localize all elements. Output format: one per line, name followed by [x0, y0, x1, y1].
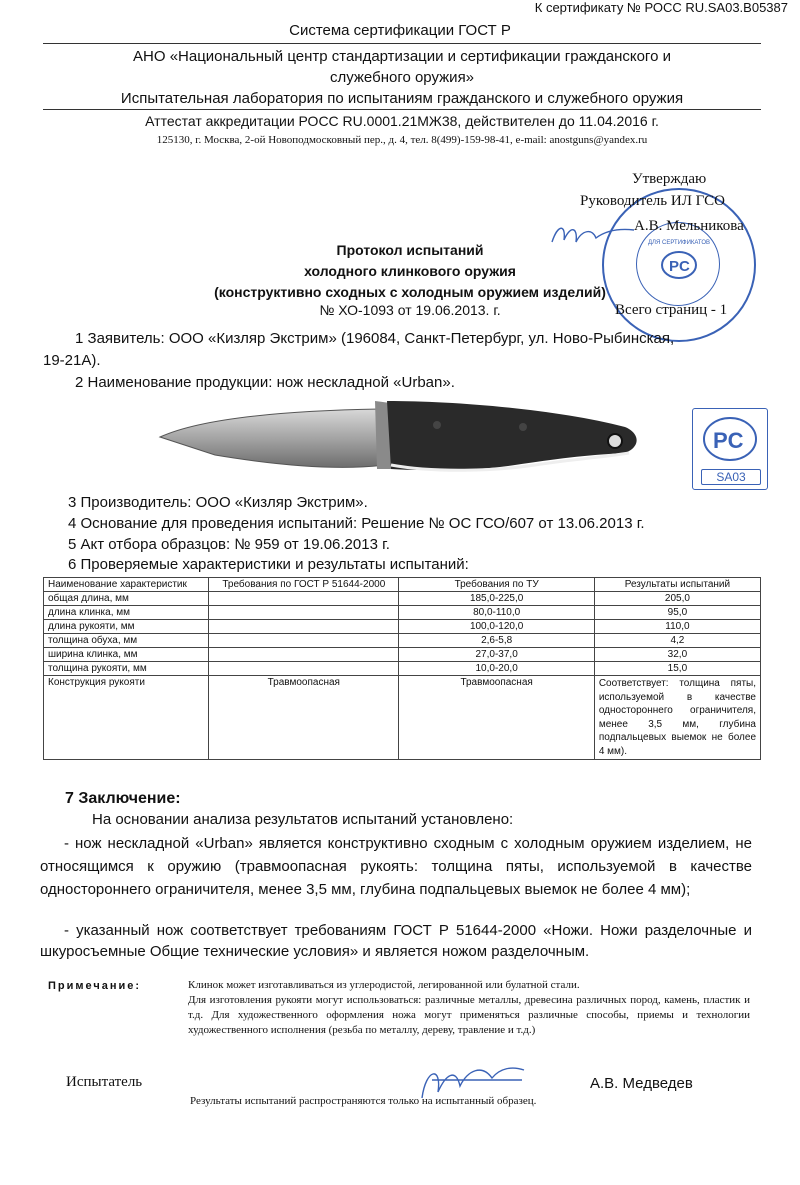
- table-cell: 15,0: [594, 662, 760, 676]
- manufacturer-line: 3 Производитель: ООО «Кизляр Экстрим».: [68, 494, 368, 511]
- protocol-title-1: Протокол испытаний: [336, 242, 484, 258]
- rst-logo-icon: [701, 415, 759, 463]
- protocol-title-2: холодного клинкового оружия: [304, 263, 516, 279]
- table-cell: общая длина, мм: [44, 592, 209, 606]
- total-pages: Всего страниц - 1: [615, 302, 728, 318]
- table-cell: [209, 662, 399, 676]
- scope-note: Результаты испытаний распространяются только на испытанный образец.: [190, 1095, 537, 1107]
- conclusion-paragraph: - указанный нож соответствует требованиям ГОСТ Р 51644-2000 «Ножи. Ножи разделочные и шкуросъемные Общие технические условия» и является ножом разделочным.: [40, 922, 752, 960]
- table-cell: 110,0: [594, 620, 760, 634]
- table-row: [44, 592, 761, 606]
- basis-line: 4 Основание для проведения испытаний: Решение № ОС ГСО/607 от 13.06.2013 г.: [68, 515, 645, 532]
- conclusion-intro: На основании анализа результатов испытаний установлено:: [92, 811, 514, 828]
- approval-position: Руководитель ИЛ ГСО: [580, 193, 725, 209]
- table-cell: Травмоопасная: [209, 676, 399, 760]
- approval-label: Утверждаю: [632, 171, 707, 187]
- protocol-number: № ХО-1093 от 19.06.2013. г.: [319, 302, 501, 318]
- table-cell: Травмоопасная: [399, 676, 594, 760]
- checked-line: 6 Проверяемые характеристики и результаты испытаний:: [68, 556, 469, 573]
- laboratory-name: Испытательная лаборатория по испытаниям гражданского и служебного оружия: [120, 90, 684, 107]
- table-cell: длина клинка, мм: [44, 606, 209, 620]
- table-header-row: [44, 578, 761, 592]
- tester-name: А.В. Медведев: [590, 1075, 693, 1092]
- conclusion-paragraph: - нож нескладной «Urban» является конструктивно сходным с холодным оружием изделием, не относящимся к оружию (травмоопасная рукоять: толщина пяты, используемой в качестве одностороннего ограничителя, менее 3,5 мм, глубина подпальцевых выемок не более 4 мм);: [40, 835, 752, 898]
- table-cell: 80,0-110,0: [399, 606, 594, 620]
- divider: [43, 109, 761, 110]
- protocol-title-3: (конструктивно сходных с холодным оружием изделий): [214, 284, 606, 300]
- address-line: 125130, г. Москва, 2-ой Новоподмосковный пер., д. 4, тел. 8(499)-159-98-41, e-mail: anostguns@yandex.ru: [156, 134, 648, 146]
- table-cell: 10,0-20,0: [399, 662, 594, 676]
- note-label: Примечание:: [48, 980, 142, 992]
- svg-text:PC: PC: [669, 258, 690, 275]
- table-row: [44, 606, 761, 620]
- table-row: [44, 648, 761, 662]
- certificate-reference: К сертификату № РОСС RU.SA03.B05387: [534, 0, 788, 15]
- results-table: [43, 577, 761, 760]
- table-cell: [209, 634, 399, 648]
- table-cell: 4,2: [594, 634, 760, 648]
- table-cell: 185,0-225,0: [399, 592, 594, 606]
- accreditation: Аттестат аккредитации РОСС RU.0001.21МЖ38, действителен до 11.04.2016 г.: [145, 113, 659, 129]
- table-cell: [209, 592, 399, 606]
- approval-name: А.В. Мельникова: [634, 218, 744, 234]
- product-line: 2 Наименование продукции: нож нескладной «Urban».: [75, 374, 455, 391]
- note-text: [188, 978, 750, 1038]
- table-cell: 32,0: [594, 648, 760, 662]
- table-cell: 27,0-37,0: [399, 648, 594, 662]
- seal-text: ДЛЯ СЕРТИФИКАТОВ: [647, 240, 710, 246]
- tester-label: Испытатель: [66, 1074, 143, 1090]
- knife-photo: [155, 395, 650, 485]
- applicant-line: 19-21А).: [43, 352, 101, 369]
- table-row: [44, 676, 761, 760]
- act-line: 5 Акт отбора образцов: № 959 от 19.06.2013 г.: [68, 536, 390, 553]
- certification-system: Система сертификации ГОСТ Р: [289, 22, 511, 39]
- organization-name: [40, 46, 764, 88]
- table-row: [44, 634, 761, 648]
- header-cell: Требования по ГОСТ Р 51644-2000: [209, 578, 399, 592]
- table-cell: Конструкция рукояти: [44, 676, 209, 760]
- divider: [43, 43, 761, 44]
- mark-code: SA03: [701, 469, 761, 485]
- certification-mark-box: [692, 408, 768, 490]
- header-cell: Требования по ТУ: [399, 578, 594, 592]
- protocol-title: [180, 240, 640, 303]
- table-row: [44, 620, 761, 634]
- conclusion-title: 7 Заключение:: [65, 790, 181, 807]
- table-cell: 205,0: [594, 592, 760, 606]
- table-cell: [209, 648, 399, 662]
- applicant-line: 1 Заявитель: ООО «Кизляр Экстрим» (196084, Санкт-Петербург, ул. Ново-Рыбинская,: [75, 330, 675, 347]
- table-cell: 100,0-120,0: [399, 620, 594, 634]
- svg-text:PC: PC: [713, 428, 744, 453]
- table-cell: Соответствует: толщина пяты, используемой в качестве одностороннего ограничителя, менее 3,5 мм, глубина подпальцевых выемок не более 4 мм).: [594, 676, 760, 760]
- org-line-1: АНО «Национальный центр стандартизации и сертификации гражданского и: [133, 48, 671, 65]
- org-line-2: служебного оружия»: [329, 69, 475, 86]
- table-cell: толщина рукояти, мм: [44, 662, 209, 676]
- rst-logo-icon: [660, 250, 698, 280]
- table-cell: длина рукояти, мм: [44, 620, 209, 634]
- table-row: [44, 662, 761, 676]
- table-cell: ширина клинка, мм: [44, 648, 209, 662]
- note-line: Для изготовления рукояти могут использоваться: различные металлы, древесина различных пород, камень, пластик и т.д. Для художественного оформления ножа могут применяться различные способы, приемы и технологии художественного исполнения (резьба по металлу, дереву, травление и т.д.): [188, 994, 750, 1036]
- header-cell: Результаты испытаний: [594, 578, 760, 592]
- table-cell: толщина обуха, мм: [44, 634, 209, 648]
- table-cell: 95,0: [594, 606, 760, 620]
- table-cell: [209, 606, 399, 620]
- note-line: Клинок может изготавливаться из углеродистой, легированной или булатной стали.: [188, 979, 580, 991]
- table-cell: 2,6-5,8: [399, 634, 594, 648]
- table-cell: [209, 620, 399, 634]
- header-cell: Наименование характеристик: [44, 578, 209, 592]
